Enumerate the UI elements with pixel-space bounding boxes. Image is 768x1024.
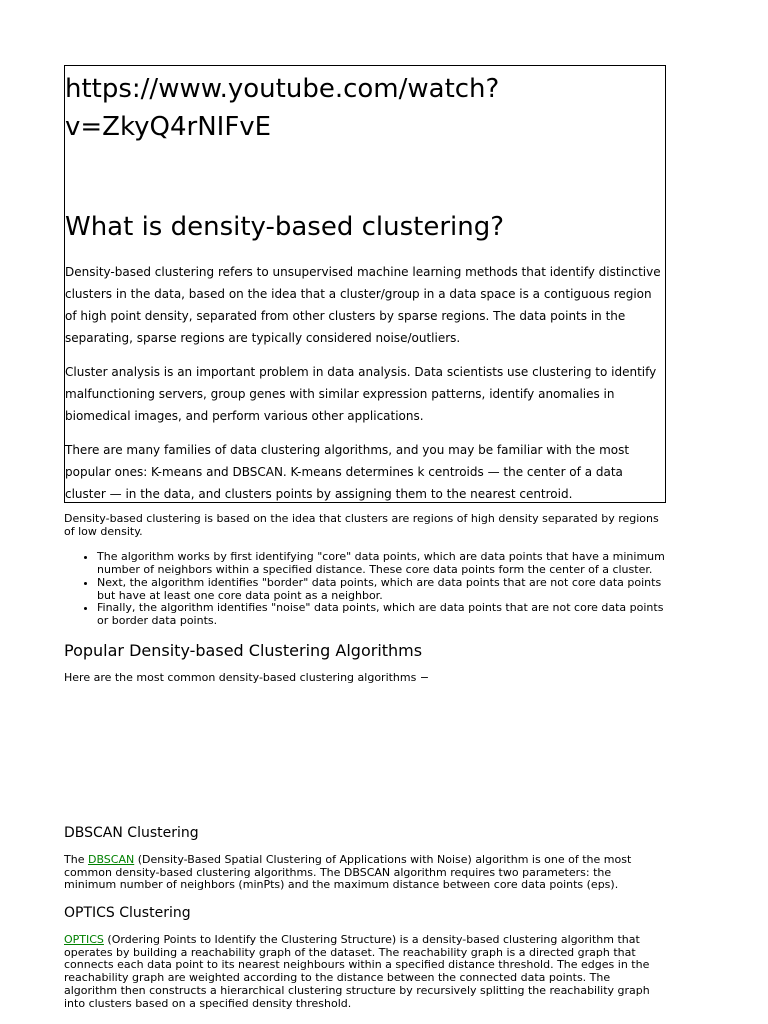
dbscan-body: (Density-Based Spatial Clustering of Applications with Noise) algorithm is one of the most common density-based clustering algorithms. The DBSCAN algorithm requires two parameters: the minimum number of neighbors (minPts) and the maximum distance between core data points (eps). xyxy=(64,853,632,892)
video-url-heading: https://www.youtube.com/watch?v=ZkyQ4rNIFvE xyxy=(65,74,500,142)
boxed-paragraphs xyxy=(65,261,665,503)
list-item: • Finally, the algorithm identifies "noise" data points, which are data points that are not core data points or border data points. xyxy=(97,602,665,627)
dbscan-prefix: The xyxy=(64,853,88,866)
optics-paragraph xyxy=(64,934,665,1010)
paragraph-definition: Density-based clustering refers to unsupervised machine learning methods that identify distinctive clusters in the data, based on the idea that a cluster/group in a data space is a contiguous region of high point density, separated from other clusters by sparse regions. The data points in the separating, sparse regions are typically considered noise/outliers. xyxy=(65,265,661,345)
list-item: • Next, the algorithm identifies "border" data points, which are data points that are not core data points but have at least one core data point as a neighbor. xyxy=(97,577,665,602)
intro-paragraph: Density-based clustering is based on the idea that clusters are regions of high density separated by regions of low density. xyxy=(64,512,659,538)
paragraph-families: There are many families of data clustering algorithms, and you may be familiar with the most popular ones: K-means and DBSCAN. K-means determines k centroids — the center of a data cluster — in the data, and clusters points by assigning them to the nearest centroid. xyxy=(65,443,630,501)
article-box xyxy=(64,65,666,503)
dbscan-paragraph xyxy=(64,854,665,892)
dbscan-link[interactable]: DBSCAN xyxy=(87,853,135,866)
paragraph-applications: Cluster analysis is an important problem in data analysis. Data scientists use clustering to identify malfunctioning servers, group genes with similar expression patterns, identify anomalies in biomedical images, and perform various other applications. xyxy=(65,365,657,423)
lower-content xyxy=(64,512,665,1010)
optics-link[interactable]: OPTICS xyxy=(64,933,104,946)
list-item: • The algorithm works by first identifying "core" data points, which are data points that have a minimum number of neighbors within a specified distance. These core data points form the center of a cluster. xyxy=(97,551,665,576)
optics-body: (Ordering Points to Identify the Clustering Structure) is a density-based clustering algorithm that operates by building a reachability graph of the dataset. The reachability graph is a directed graph that connects each data point to its nearest neighbours within a specified distance threshold. The edges in the reachability graph are weighted according to the distance between the connected data points. The algorithm then constructs a hierarchical clustering structure by recursively splitting the reachability graph into clusters based on a specified density threshold. xyxy=(64,933,650,1010)
dbscan-heading: DBSCAN Clustering xyxy=(64,825,199,841)
popular-algorithms-intro: Here are the most common density-based clustering algorithms − xyxy=(64,671,430,684)
popular-algorithms-heading: Popular Density-based Clustering Algorithms xyxy=(64,641,423,660)
optics-heading: OPTICS Clustering xyxy=(64,905,191,921)
steps-list xyxy=(64,551,665,627)
page-title: What is density-based clustering? xyxy=(65,212,505,242)
